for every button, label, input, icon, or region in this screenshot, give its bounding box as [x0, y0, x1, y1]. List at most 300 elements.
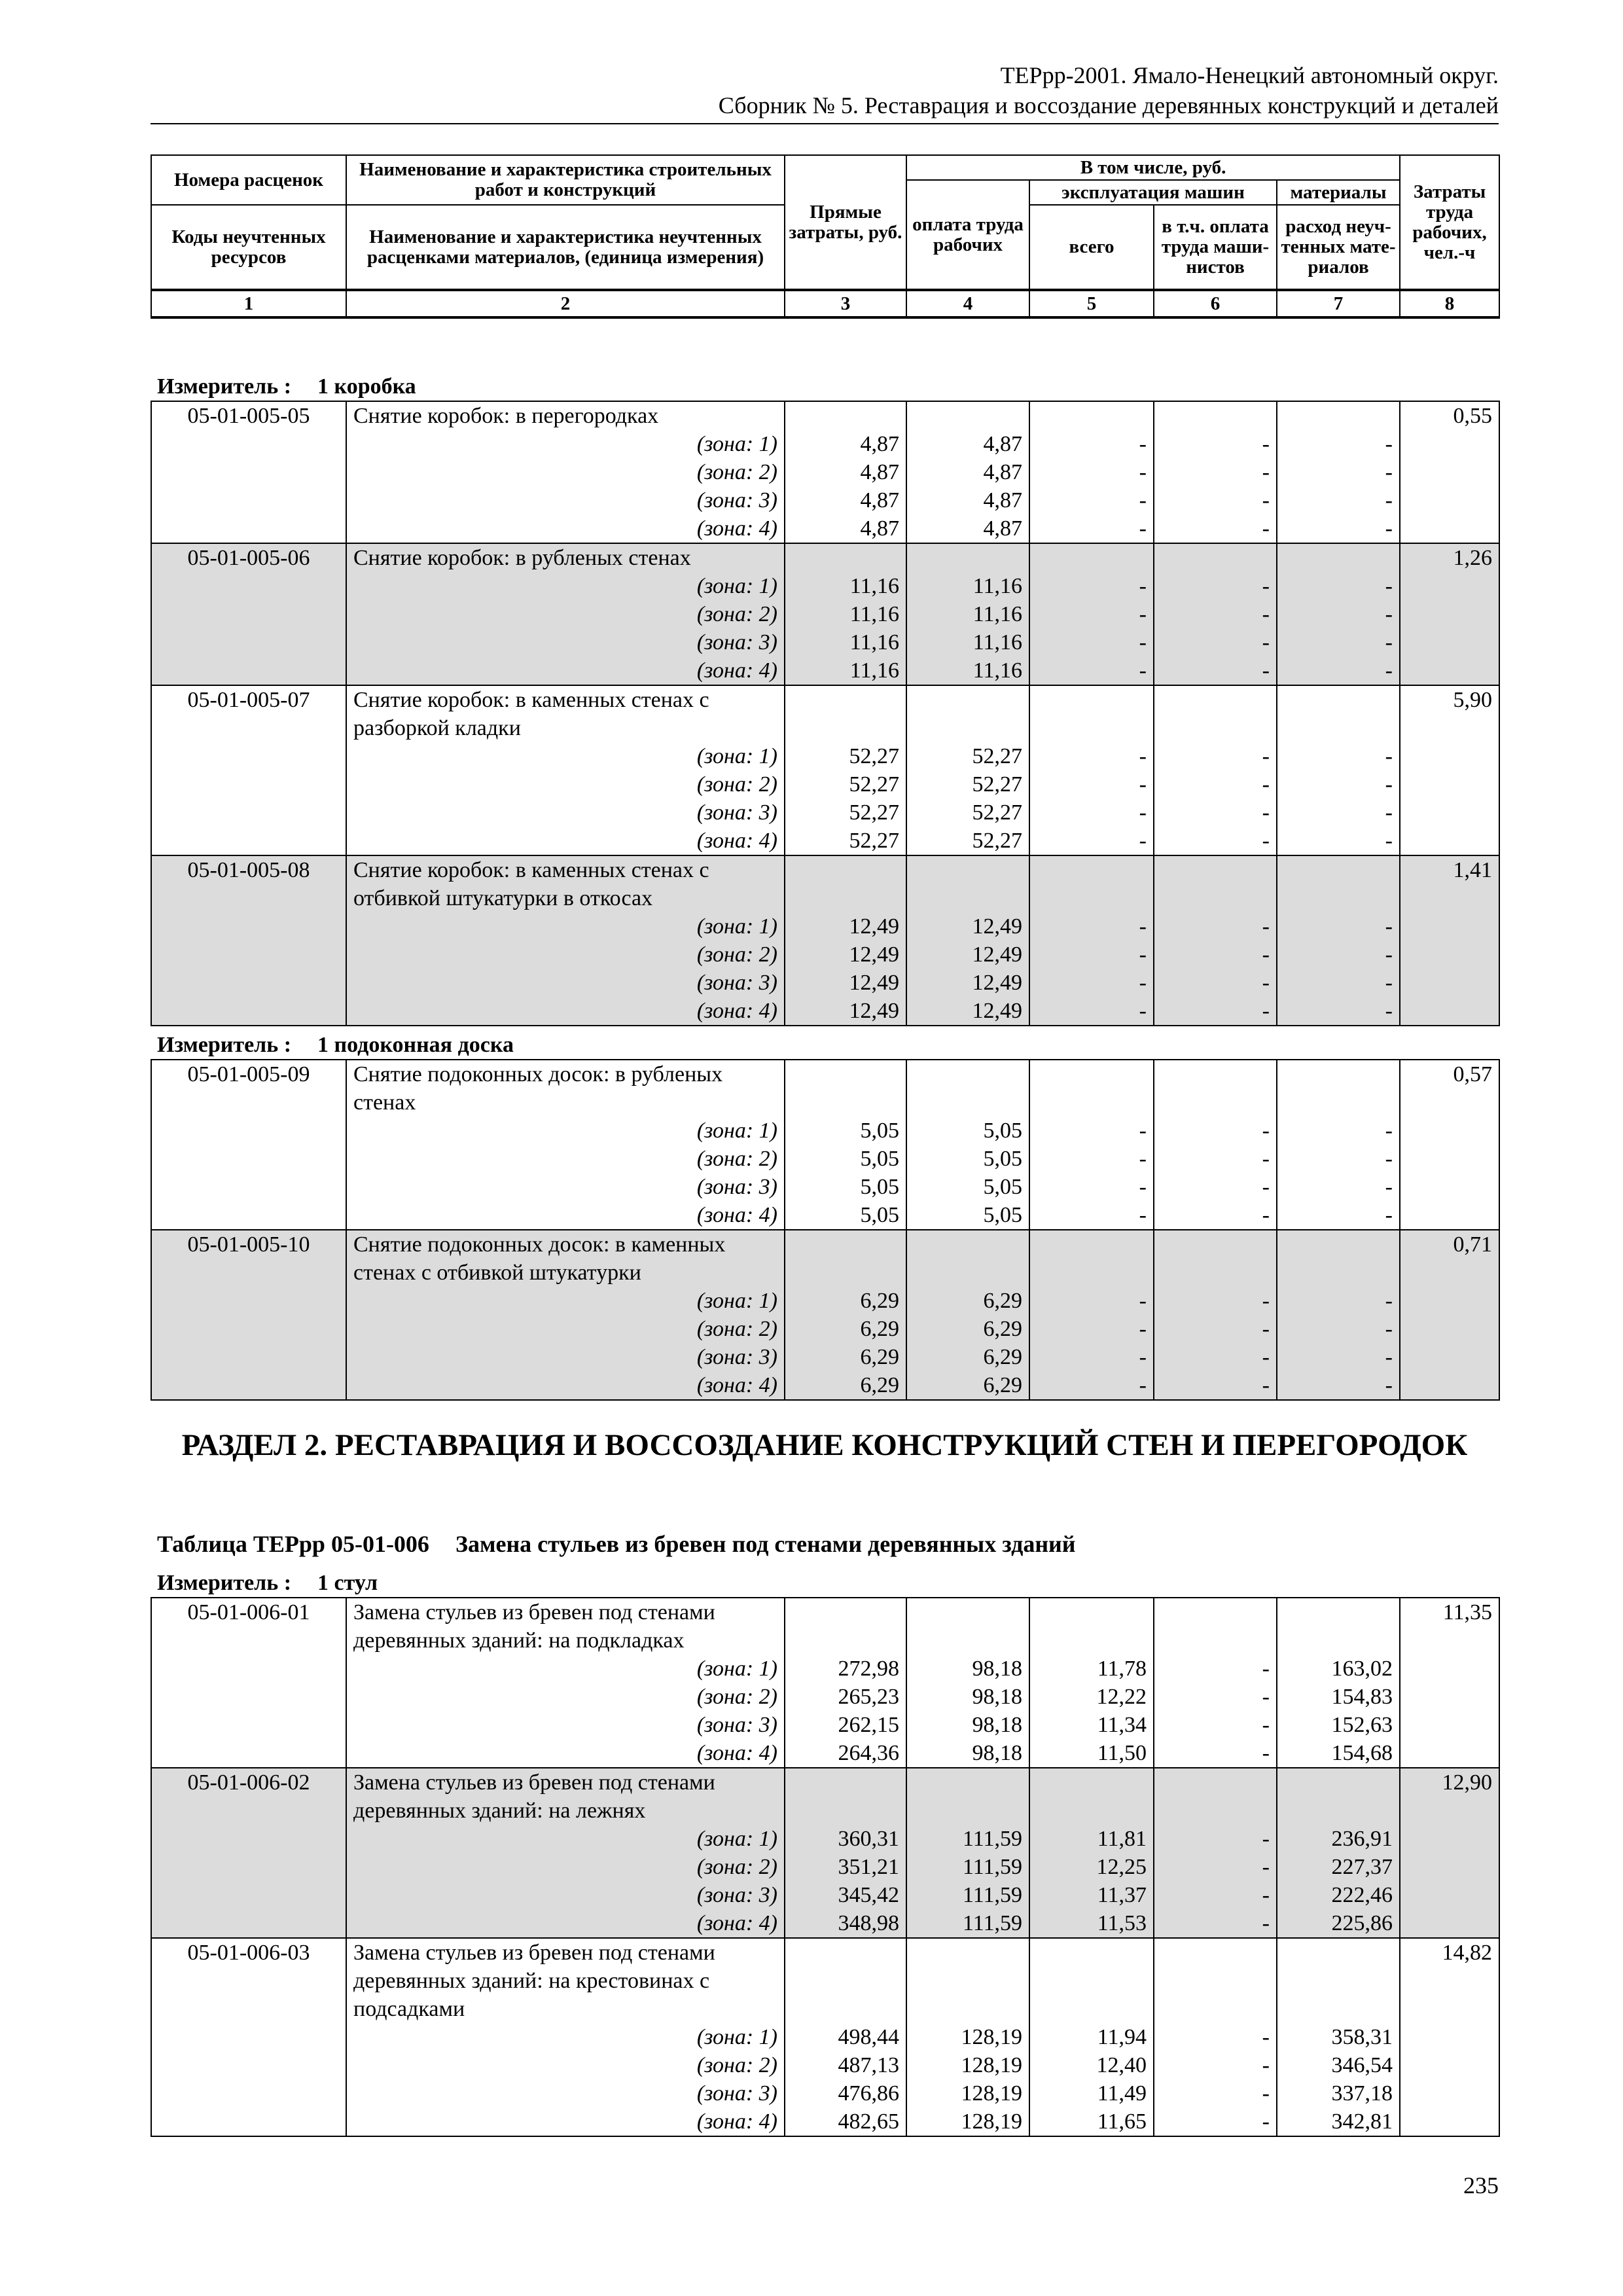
zone-label: (зона: 2) [346, 600, 785, 628]
table-row [151, 1995, 1499, 2023]
labor-cell: 11,35 [1400, 1598, 1499, 1626]
table-row [151, 628, 1499, 656]
header-line-1: ТЕРрр-2001. Ямало-Ненецкий автономный округ. [1000, 62, 1499, 88]
machine-cost-cell: 12,40 [1029, 2051, 1154, 2079]
machine-cost-cell: - [1029, 600, 1154, 628]
labor-cell [1400, 1909, 1499, 1938]
direct-cost-cell: 12,49 [785, 941, 906, 969]
direct-cost-cell: 482,65 [785, 2108, 906, 2136]
table-row [151, 884, 1499, 912]
rate-code-cell: 05-01-006-01 [151, 1598, 346, 1626]
running-header [151, 60, 1499, 120]
machine-cost-cell: - [1029, 798, 1154, 827]
labor-cell: 14,82 [1400, 1938, 1499, 1967]
header-line-2: Сборник № 5. Реставрация и воссоздание деревянных конструкций и деталей [718, 92, 1499, 118]
labor-cell [1400, 941, 1499, 969]
rate-code-cell [151, 1145, 346, 1173]
rate-code-cell [151, 2051, 346, 2079]
labor-cell [1400, 1145, 1499, 1173]
rate-code-cell [151, 770, 346, 798]
machine-cost-cell: 11,65 [1029, 2108, 1154, 2136]
measure-row-2 [157, 1033, 514, 1058]
operator-wage-cell: - [1154, 770, 1277, 798]
wage-cost-cell: 98,18 [906, 1683, 1029, 1711]
labor-cell [1400, 572, 1499, 600]
direct-cost-cell: 6,29 [785, 1343, 906, 1371]
table-row [151, 941, 1499, 969]
labor-cell: 0,71 [1400, 1230, 1499, 1259]
material-cost-cell: - [1277, 969, 1400, 997]
table-title [157, 1530, 1076, 1558]
rate-code-cell [151, 742, 346, 770]
rates-table-3 [151, 1597, 1500, 2137]
wage-cost-cell: 4,87 [906, 486, 1029, 514]
wage-cost-cell: 12,49 [906, 997, 1029, 1026]
labor-cell [1400, 628, 1499, 656]
machine-cost-cell: - [1029, 1201, 1154, 1230]
labor-cell [1400, 1117, 1499, 1145]
direct-cost-cell: 6,29 [785, 1371, 906, 1400]
work-name-cell: деревянных зданий: на подкладках [346, 1626, 785, 1655]
operator-wage-cell: - [1154, 1881, 1277, 1909]
table-row [151, 1825, 1499, 1853]
table-row [151, 1909, 1499, 1938]
rate-code-cell [151, 1201, 346, 1230]
zone-label: (зона: 3) [346, 2079, 785, 2108]
work-name-cell: Снятие коробок: в перегородках [346, 401, 785, 430]
material-cost-cell: 342,81 [1277, 2108, 1400, 2136]
rate-code-cell: 05-01-006-02 [151, 1768, 346, 1797]
col-num: 1 [151, 290, 346, 317]
direct-cost-cell: 6,29 [785, 1287, 906, 1315]
table-row [151, 1683, 1499, 1711]
operator-wage-cell: - [1154, 572, 1277, 600]
rate-code-cell [151, 1088, 346, 1117]
material-cost-cell: 154,68 [1277, 1739, 1400, 1768]
rate-code-cell [151, 827, 346, 855]
labor-cell [1400, 770, 1499, 798]
machine-cost-cell: 11,50 [1029, 1739, 1154, 1768]
table-row [151, 514, 1499, 543]
labor-cell [1400, 1201, 1499, 1230]
rate-code-cell [151, 486, 346, 514]
col-num: 8 [1400, 290, 1499, 317]
measure-label: Измеритель : [157, 1033, 292, 1057]
wage-cost-cell: 12,49 [906, 912, 1029, 941]
material-cost-cell: - [1277, 628, 1400, 656]
measure-label: Измеритель : [157, 1571, 292, 1595]
operator-wage-cell: - [1154, 969, 1277, 997]
material-cost-cell: - [1277, 486, 1400, 514]
table-row [151, 855, 1499, 884]
direct-cost-cell: 52,27 [785, 827, 906, 855]
material-cost-cell: - [1277, 1371, 1400, 1400]
direct-cost-cell: 5,05 [785, 1117, 906, 1145]
rate-code-cell [151, 1881, 346, 1909]
labor-cell [1400, 2023, 1499, 2051]
col-num: 5 [1029, 290, 1154, 317]
rate-code-cell [151, 2023, 346, 2051]
zone-label: (зона: 3) [346, 798, 785, 827]
zone-label: (зона: 3) [346, 486, 785, 514]
material-cost-cell: 163,02 [1277, 1655, 1400, 1683]
table-row [151, 458, 1499, 486]
table-row [151, 1173, 1499, 1201]
table-row [151, 827, 1499, 855]
labor-cell [1400, 1173, 1499, 1201]
wage-cost-cell: 6,29 [906, 1287, 1029, 1315]
work-name-cell: деревянных зданий: на крестовинах с [346, 1967, 785, 1995]
rate-code-cell [151, 1853, 346, 1881]
operator-wage-cell: - [1154, 941, 1277, 969]
zone-label: (зона: 4) [346, 827, 785, 855]
machine-cost-cell: - [1029, 628, 1154, 656]
direct-cost-cell: 4,87 [785, 458, 906, 486]
table-row [151, 2079, 1499, 2108]
work-name-cell: разборкой кладки [346, 714, 785, 742]
labor-cell [1400, 1683, 1499, 1711]
table-row [151, 1853, 1499, 1881]
machine-cost-cell: - [1029, 770, 1154, 798]
wage-cost-cell: 12,49 [906, 941, 1029, 969]
table-row [151, 742, 1499, 770]
rate-code-cell [151, 656, 346, 685]
operator-wage-cell: - [1154, 1315, 1277, 1343]
table-row [151, 1343, 1499, 1371]
direct-cost-cell: 12,49 [785, 969, 906, 997]
material-cost-cell: - [1277, 1201, 1400, 1230]
wage-cost-cell: 5,05 [906, 1173, 1029, 1201]
material-cost-cell: - [1277, 1315, 1400, 1343]
machine-cost-cell: - [1029, 1145, 1154, 1173]
rate-code-cell [151, 458, 346, 486]
labor-cell [1400, 2051, 1499, 2079]
rate-code-cell [151, 1683, 346, 1711]
work-name-cell: Замена стульев из бревен под стенами [346, 1768, 785, 1797]
machine-cost-cell: - [1029, 941, 1154, 969]
zone-label: (зона: 2) [346, 1145, 785, 1173]
rate-code-cell [151, 2079, 346, 2108]
zone-label: (зона: 3) [346, 969, 785, 997]
wage-cost-cell: 52,27 [906, 827, 1029, 855]
wage-cost-cell: 12,49 [906, 969, 1029, 997]
labor-cell: 1,41 [1400, 855, 1499, 884]
rate-code-cell: 05-01-006-03 [151, 1938, 346, 1967]
rate-code-cell [151, 1287, 346, 1315]
labor-cell [1400, 656, 1499, 685]
machine-cost-cell: - [1029, 827, 1154, 855]
machine-cost-cell: 11,53 [1029, 1909, 1154, 1938]
zone-label: (зона: 4) [346, 1371, 785, 1400]
page-number: 235 [1463, 2172, 1499, 2198]
wage-cost-cell: 6,29 [906, 1315, 1029, 1343]
machine-cost-cell: 11,94 [1029, 2023, 1154, 2051]
operator-wage-cell: - [1154, 1711, 1277, 1739]
labor-cell [1400, 997, 1499, 1026]
zone-label: (зона: 2) [346, 1315, 785, 1343]
machine-cost-cell: 11,37 [1029, 1881, 1154, 1909]
machine-cost-cell: - [1029, 969, 1154, 997]
labor-cell: 5,90 [1400, 685, 1499, 714]
operator-wage-cell: - [1154, 1145, 1277, 1173]
table-code: Таблица ТЕРрр 05-01-006 [157, 1531, 429, 1557]
table-row [151, 656, 1499, 685]
col-kody: Коды неучтенных ресурсов [151, 205, 346, 290]
material-cost-cell: - [1277, 912, 1400, 941]
machine-cost-cell: - [1029, 912, 1154, 941]
operator-wage-cell: - [1154, 1909, 1277, 1938]
measure-value: 1 подоконная доска [317, 1033, 514, 1057]
operator-wage-cell: - [1154, 1201, 1277, 1230]
table-row [151, 912, 1499, 941]
measure-value: 1 стул [317, 1571, 378, 1595]
wage-cost-cell: 11,16 [906, 572, 1029, 600]
operator-wage-cell: - [1154, 1173, 1277, 1201]
table-row [151, 714, 1499, 742]
zone-label: (зона: 2) [346, 941, 785, 969]
machine-cost-cell: - [1029, 1343, 1154, 1371]
direct-cost-cell: 264,36 [785, 1739, 906, 1768]
rate-code-cell [151, 1315, 346, 1343]
rate-code-cell [151, 714, 346, 742]
table-row [151, 1739, 1499, 1768]
table-row [151, 1768, 1499, 1797]
labor-cell [1400, 742, 1499, 770]
wage-cost-cell: 98,18 [906, 1655, 1029, 1683]
labor-cell [1400, 884, 1499, 912]
direct-cost-cell: 11,16 [785, 656, 906, 685]
material-cost-cell: - [1277, 997, 1400, 1026]
operator-wage-cell: - [1154, 430, 1277, 458]
col-num: 3 [785, 290, 906, 317]
direct-cost-cell: 262,15 [785, 1711, 906, 1739]
labor-cell [1400, 1711, 1499, 1739]
wage-cost-cell: 98,18 [906, 1711, 1029, 1739]
work-name-cell: отбивкой штукатурки в откосах [346, 884, 785, 912]
work-name-cell: Снятие подоконных досок: в рубленых [346, 1060, 785, 1088]
wage-cost-cell: 6,29 [906, 1371, 1029, 1400]
operator-wage-cell: - [1154, 1825, 1277, 1853]
machine-cost-cell: 12,22 [1029, 1683, 1154, 1711]
col-oplata: оплата труда рабочих [906, 180, 1029, 290]
labor-cell [1400, 1853, 1499, 1881]
labor-cell [1400, 1655, 1499, 1683]
labor-cell [1400, 1315, 1499, 1343]
material-cost-cell: - [1277, 600, 1400, 628]
machine-cost-cell: - [1029, 1315, 1154, 1343]
table-row [151, 1201, 1499, 1230]
rate-code-cell [151, 1711, 346, 1739]
table-row [151, 1230, 1499, 1259]
machine-cost-cell: 11,34 [1029, 1711, 1154, 1739]
zone-label: (зона: 4) [346, 997, 785, 1026]
material-cost-cell: - [1277, 572, 1400, 600]
machine-cost-cell: - [1029, 514, 1154, 543]
table-row [151, 572, 1499, 600]
rate-code-cell: 05-01-005-07 [151, 685, 346, 714]
labor-cell: 0,55 [1400, 401, 1499, 430]
table-row [151, 1088, 1499, 1117]
direct-cost-cell: 5,05 [785, 1145, 906, 1173]
labor-cell [1400, 1343, 1499, 1371]
wage-cost-cell: 4,87 [906, 514, 1029, 543]
wage-cost-cell: 5,05 [906, 1117, 1029, 1145]
labor-cell [1400, 2108, 1499, 2136]
wage-cost-cell: 5,05 [906, 1145, 1029, 1173]
rate-code-cell [151, 430, 346, 458]
wage-cost-cell: 128,19 [906, 2051, 1029, 2079]
operator-wage-cell: - [1154, 2108, 1277, 2136]
labor-cell: 12,90 [1400, 1768, 1499, 1797]
zone-label: (зона: 4) [346, 656, 785, 685]
measure-label: Измеритель : [157, 374, 292, 399]
machine-cost-cell: - [1029, 1173, 1154, 1201]
labor-cell [1400, 1259, 1499, 1287]
rate-code-cell [151, 941, 346, 969]
table-row [151, 1967, 1499, 1995]
labor-cell [1400, 827, 1499, 855]
direct-cost-cell: 5,05 [785, 1201, 906, 1230]
machine-cost-cell: - [1029, 742, 1154, 770]
labor-cell: 0,57 [1400, 1060, 1499, 1088]
rate-code-cell [151, 2108, 346, 2136]
table-row [151, 1315, 1499, 1343]
table-row [151, 1938, 1499, 1967]
col-naimen-materials: Наименование и характеристика неучтенных расценками материалов, (единица измерения) [346, 205, 785, 290]
col-vtch: в т.ч. оплата труда маши-нистов [1154, 205, 1277, 290]
rate-code-cell [151, 1825, 346, 1853]
table-row [151, 430, 1499, 458]
material-cost-cell: - [1277, 742, 1400, 770]
operator-wage-cell: - [1154, 2051, 1277, 2079]
wage-cost-cell: 111,59 [906, 1909, 1029, 1938]
machine-cost-cell: - [1029, 1287, 1154, 1315]
direct-cost-cell: 12,49 [785, 997, 906, 1026]
labor-cell [1400, 514, 1499, 543]
table-row [151, 1881, 1499, 1909]
zone-label: (зона: 1) [346, 1655, 785, 1683]
zone-label: (зона: 1) [346, 1825, 785, 1853]
operator-wage-cell: - [1154, 1343, 1277, 1371]
direct-cost-cell: 476,86 [785, 2079, 906, 2108]
col-expl: эксплуатация машин [1029, 180, 1277, 205]
labor-cell [1400, 912, 1499, 941]
labor-cell [1400, 1287, 1499, 1315]
wage-cost-cell: 5,05 [906, 1201, 1029, 1230]
labor-cell [1400, 1967, 1499, 1995]
operator-wage-cell: - [1154, 628, 1277, 656]
machine-cost-cell: 11,78 [1029, 1655, 1154, 1683]
table-row [151, 1655, 1499, 1683]
machine-cost-cell: 11,81 [1029, 1825, 1154, 1853]
machine-cost-cell: 12,25 [1029, 1853, 1154, 1881]
rate-code-cell: 05-01-005-09 [151, 1060, 346, 1088]
zone-label: (зона: 4) [346, 1909, 785, 1938]
table-row [151, 1371, 1499, 1400]
rate-code-cell [151, 1173, 346, 1201]
wage-cost-cell: 4,87 [906, 430, 1029, 458]
rate-code-cell [151, 1343, 346, 1371]
machine-cost-cell: - [1029, 430, 1154, 458]
operator-wage-cell: - [1154, 458, 1277, 486]
rate-code-cell [151, 1967, 346, 1995]
wage-cost-cell: 11,16 [906, 628, 1029, 656]
operator-wage-cell: - [1154, 1117, 1277, 1145]
work-name-cell: Замена стульев из бревен под стенами [346, 1938, 785, 1967]
material-cost-cell: 236,91 [1277, 1825, 1400, 1853]
zone-label: (зона: 1) [346, 2023, 785, 2051]
table-row [151, 969, 1499, 997]
zone-label: (зона: 2) [346, 1853, 785, 1881]
wage-cost-cell: 6,29 [906, 1343, 1029, 1371]
section-title: РАЗДЕЛ 2. РЕСТАВРАЦИЯ И ВОССОЗДАНИЕ КОНСТРУКЦИЙ СТЕН И ПЕРЕГОРОДОК [181, 1428, 1468, 1462]
col-rashod: расход неуч-тенных мате-риалов [1277, 205, 1400, 290]
measure-row-1 [157, 374, 416, 399]
material-cost-cell: - [1277, 827, 1400, 855]
labor-cell [1400, 430, 1499, 458]
table-row [151, 798, 1499, 827]
wage-cost-cell: 111,59 [906, 1825, 1029, 1853]
work-name-cell: стенах [346, 1088, 785, 1117]
direct-cost-cell: 52,27 [785, 798, 906, 827]
direct-cost-cell: 12,49 [785, 912, 906, 941]
operator-wage-cell: - [1154, 600, 1277, 628]
rate-code-cell: 05-01-005-08 [151, 855, 346, 884]
labor-cell [1400, 714, 1499, 742]
col-pryamye: Прямые затраты, руб. [785, 155, 906, 290]
direct-cost-cell: 272,98 [785, 1655, 906, 1683]
labor-cell [1400, 458, 1499, 486]
col-naimen-works: Наименование и характеристика строительных работ и конструкций [346, 155, 785, 205]
operator-wage-cell: - [1154, 1739, 1277, 1768]
rate-code-cell [151, 1626, 346, 1655]
zone-label: (зона: 1) [346, 430, 785, 458]
labor-cell [1400, 1371, 1499, 1400]
table-row [151, 2023, 1499, 2051]
direct-cost-cell: 11,16 [785, 600, 906, 628]
column-header-table [151, 154, 1500, 319]
table-row [151, 770, 1499, 798]
material-cost-cell: - [1277, 514, 1400, 543]
machine-cost-cell: - [1029, 572, 1154, 600]
rate-code-cell: 05-01-005-10 [151, 1230, 346, 1259]
material-cost-cell: 222,46 [1277, 1881, 1400, 1909]
table-row [151, 1711, 1499, 1739]
table-row [151, 1598, 1499, 1626]
direct-cost-cell: 4,87 [785, 486, 906, 514]
rate-code-cell [151, 798, 346, 827]
rate-code-cell [151, 1995, 346, 2023]
zone-label: (зона: 2) [346, 1683, 785, 1711]
col-vtom: В том числе, руб. [906, 155, 1400, 180]
wage-cost-cell: 128,19 [906, 2108, 1029, 2136]
zone-label: (зона: 4) [346, 2108, 785, 2136]
table-row [151, 1259, 1499, 1287]
wage-cost-cell: 52,27 [906, 770, 1029, 798]
table-row [151, 685, 1499, 714]
rates-table-1 [151, 401, 1500, 1026]
table-row [151, 401, 1499, 430]
table-row [151, 2108, 1499, 2136]
direct-cost-cell: 52,27 [785, 742, 906, 770]
zone-label: (зона: 2) [346, 2051, 785, 2079]
labor-cell [1400, 1995, 1499, 2023]
rate-code-cell [151, 997, 346, 1026]
rate-code-cell [151, 969, 346, 997]
operator-wage-cell: - [1154, 656, 1277, 685]
direct-cost-cell: 265,23 [785, 1683, 906, 1711]
zone-label: (зона: 3) [346, 1881, 785, 1909]
